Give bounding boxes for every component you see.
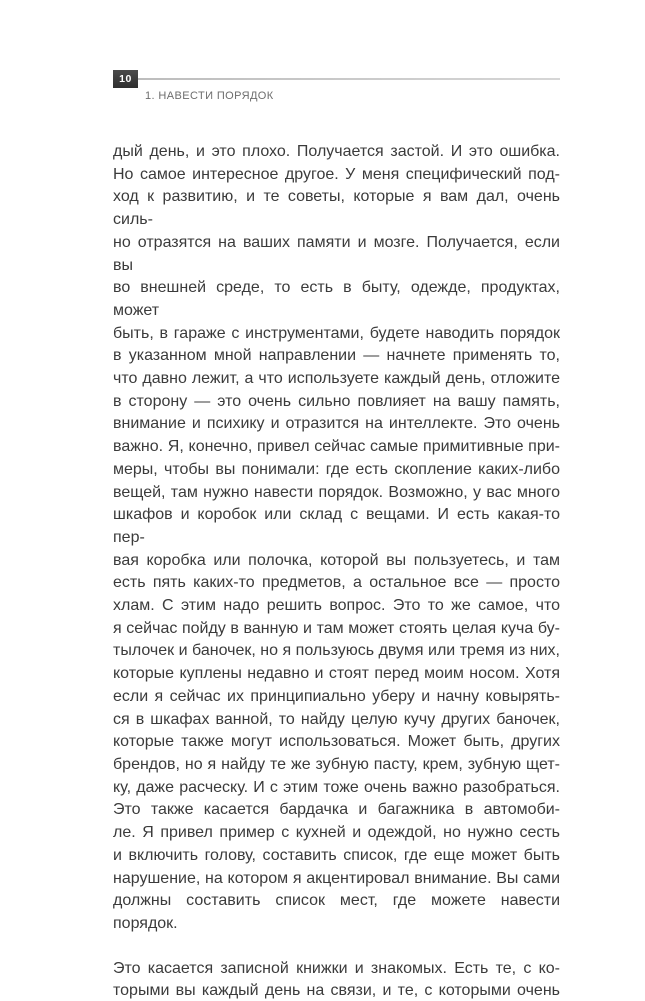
text-line: которые также могут использоваться. Может быть, других bbox=[113, 733, 560, 751]
body-text bbox=[113, 141, 560, 1001]
text-line: есть пять каких-то предметов, а остальное все — просто bbox=[113, 574, 560, 592]
text-line: ку, даже расческу. И с этим тоже очень важно разобраться. bbox=[113, 778, 560, 796]
text-line: в сторону — это очень сильно повлияет на вашу память, bbox=[113, 392, 560, 410]
running-head bbox=[113, 70, 560, 104]
text-line: торыми вы каждый день на связи, и те, с которыми очень bbox=[113, 982, 560, 1000]
text-line: должны составить список мест, где можете навести порядок. bbox=[113, 892, 560, 932]
text-line: меры, чтобы вы понимали: где есть скопление каких-либо bbox=[113, 460, 560, 478]
text-line: хлам. С этим надо решить вопрос. Это то же самое, что bbox=[113, 597, 560, 615]
page-number-badge: 10 bbox=[113, 70, 138, 88]
text-line: и включить голову, составить список, где еще может быть bbox=[113, 846, 560, 864]
text-line: я сейчас пойду в ванную и там может стоять целая куча бу- bbox=[113, 619, 560, 637]
text-line: шкафов и коробок или склад с вещами. И есть какая-то пер- bbox=[113, 506, 560, 546]
text-line: если я сейчас их принципиально уберу и начну ковырять- bbox=[113, 687, 560, 705]
paragraph bbox=[113, 141, 560, 936]
text-line: Но самое интересное другое. У меня специфический под- bbox=[113, 165, 560, 183]
text-line: что давно лежит, а что используете каждый день, отложите bbox=[113, 370, 560, 388]
text-line: в указанном мной направлении — начнете применять то, bbox=[113, 347, 560, 365]
text-line: вещей, там нужно навести порядок. Возможно, у вас много bbox=[113, 483, 560, 501]
text-line: ле. Я привел пример с кухней и одеждой, но нужно сесть bbox=[113, 824, 560, 842]
text-line: важно. Я, конечно, привел сейчас самые примитивные при- bbox=[113, 438, 560, 456]
text-line: которые куплены недавно и стоят перед моим носом. Хотя bbox=[113, 665, 560, 683]
text-line: нарушение, на котором я акцентировал внимание. Вы сами bbox=[113, 869, 560, 887]
text-line: ся в шкафах ванной, то найду целую кучу других баночек, bbox=[113, 710, 560, 728]
text-line: во внешней среде, то есть в быту, одежде, продуктах, может bbox=[113, 279, 560, 319]
text-line: вая коробка или полочка, которой вы пользуетесь, и там bbox=[113, 551, 560, 569]
paragraph bbox=[113, 958, 560, 1001]
header-rule bbox=[138, 78, 560, 80]
text-line: тылочек и баночек, но я пользуюсь двумя или тремя из них, bbox=[113, 642, 560, 660]
chapter-title: 1. НАВЕСТИ ПОРЯДОК bbox=[145, 90, 274, 102]
text-line: Это касается записной книжки и знакомых. Есть те, с ко- bbox=[113, 959, 560, 977]
text-line: дый день, и это плохо. Получается застой. И это ошибка. bbox=[113, 143, 560, 160]
text-line: брендов, но я найду те же зубную пасту, крем, зубную щет- bbox=[113, 755, 560, 773]
text-line: быть, в гараже с инструментами, будете наводить порядок bbox=[113, 324, 560, 342]
text-line: ход к развитию, и те советы, которые я вам дал, очень силь- bbox=[113, 188, 560, 229]
text-line: Это также касается бардачка и багажника в автомоби- bbox=[113, 801, 560, 819]
text-line: но отразятся на ваших памяти и мозге. Получается, если вы bbox=[113, 233, 560, 274]
text-line: внимание и психику и отразится на интеллекте. Это очень bbox=[113, 415, 560, 433]
